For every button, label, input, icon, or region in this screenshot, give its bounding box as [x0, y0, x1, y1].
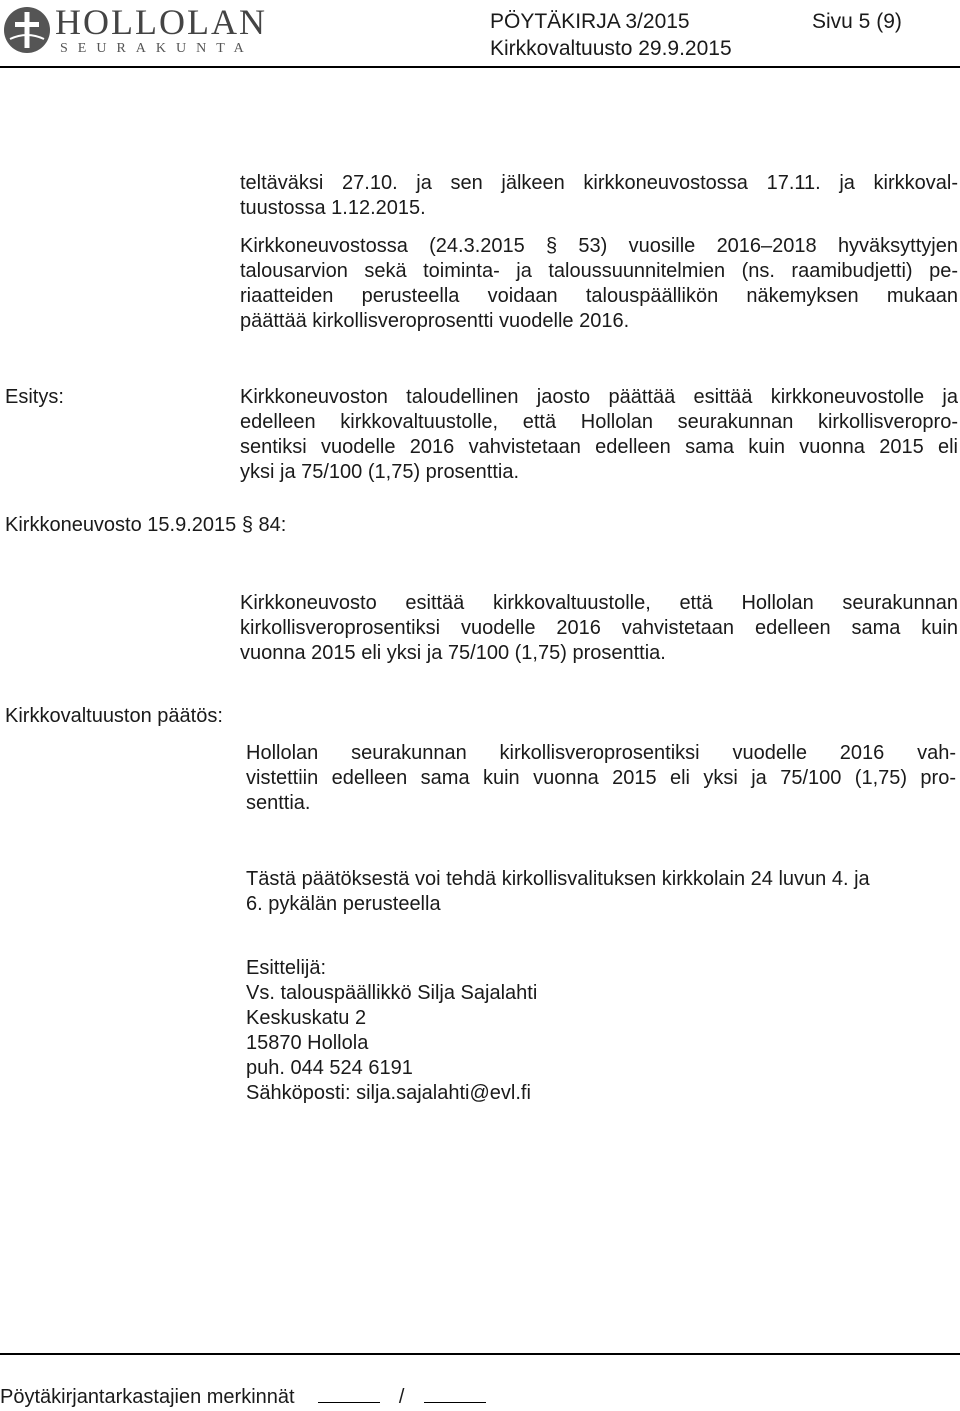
appeal-notice: Tästä päätöksestä voi tehdä kirkollisvalituksen kirkkolain 24 luvun 4. ja 6. pykälän perusteella — [246, 868, 870, 915]
initials-blank-1[interactable] — [318, 1382, 380, 1403]
parish-logo — [0, 0, 290, 60]
footer-label: Pöytäkirjantarkastajien merkinnät — [0, 1386, 295, 1408]
contact-line: Vs. talouspäällikkö Silja Sajalahti — [246, 982, 538, 1004]
contact-line: Esittelijä: — [246, 957, 327, 979]
contact-line: 15870 Hollola — [246, 1032, 369, 1054]
header-divider — [0, 66, 960, 68]
initials-blank-2[interactable] — [424, 1382, 486, 1403]
document-title: PÖYTÄKIRJA 3/2015 — [490, 10, 690, 33]
esitys-paragraph: Kirkkoneuvoston taloudellinen jaosto päättää esittää kirkkoneuvostolle ja edelleen kirkkovaltuustolle, että Hollolan seurakunnan kirkollisveropro- sentiksi vuodelle 2016 vahvistetaan edelleen sama kuin vuonna 2015 eli yksi ja 75/100 (1,75) prosenttia. — [240, 386, 958, 483]
esitys-label: Esitys: — [5, 386, 64, 408]
kirkkoneuvosto-paragraph: Kirkkoneuvosto esittää kirkkovaltuustolle, että Hollolan seurakunnan kirkollisveroprosentiksi vuodelle 2016 vahvistetaan edelleen sama kuin vuonna 2015 eli yksi ja 75/100 (1,75) prosenttia. — [240, 592, 958, 664]
footer-initials — [0, 1382, 486, 1410]
logo-subtitle: SEURAKUNTA — [60, 41, 254, 56]
contact-line: Sähköposti: silja.sajalahti@evl.fi — [246, 1082, 531, 1104]
kirkkovaltuusto-decision-label: Kirkkovaltuuston päätös: — [5, 705, 223, 727]
contact-line: puh. 044 524 6191 — [246, 1057, 413, 1079]
cross-emblem-icon — [2, 3, 52, 57]
meeting-date: Kirkkovaltuusto 29.9.2015 — [490, 37, 732, 60]
logo-wordmark: HOLLOLAN — [55, 2, 267, 42]
budget-paragraph: Kirkkoneuvostossa (24.3.2015 § 53) vuosille 2016–2018 hyväksyttyjen talousarvion sekä toiminta- ja taloussuunnitelmien (ns. raamibudjetti) pe- riaatteiden perusteella voidaan talouspäällikön näkemyksen mukaan päättää kirkollisveroprosentti vuodelle 2016. — [240, 235, 958, 332]
footer-separator: / — [398, 1386, 405, 1408]
kirkkoneuvosto-label: Kirkkoneuvosto 15.9.2015 § 84: — [5, 514, 287, 536]
decision-paragraph: Hollolan seurakunnan kirkollisveroprosentiksi vuodelle 2016 vah- vistettiin edelleen sama kuin vuonna 2015 eli yksi ja 75/100 (1,75) pro- senttia. — [246, 742, 956, 814]
footer-divider — [0, 1353, 960, 1355]
page-number: Sivu 5 (9) — [812, 10, 902, 33]
intro-paragraph: teltäväksi 27.10. ja sen jälkeen kirkkoneuvostossa 17.11. ja kirkkoval- tuustossa 1.12.2015. — [240, 172, 958, 219]
contact-block — [246, 956, 956, 1106]
contact-line: Keskuskatu 2 — [246, 1007, 367, 1029]
